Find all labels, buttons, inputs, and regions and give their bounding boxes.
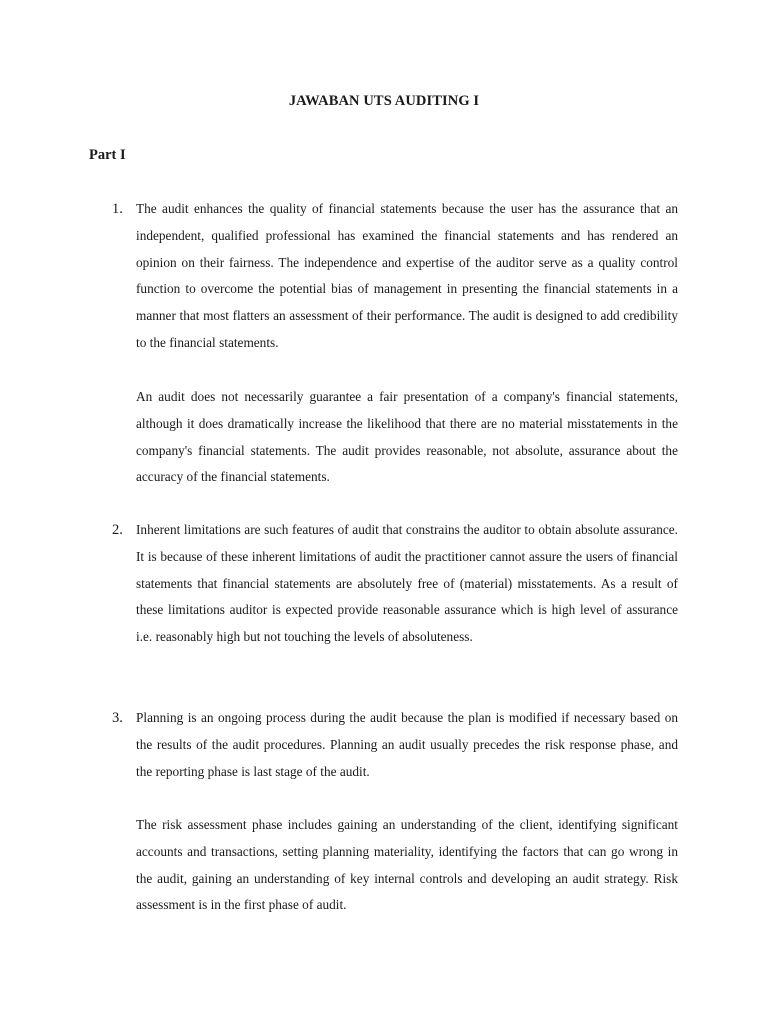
part-heading: Part I bbox=[89, 147, 126, 163]
item-1-paragraph-2: An audit does not necessarily guarantee a fair presentation of a company's financial statements, although it does dramatically increase the likelihood that there are no material misstatements in the company's financial statements. The audit provides reasonable, not absolute, assurance about the accuracy of the financial statements. bbox=[136, 389, 678, 485]
item-1-paragraph-1: The audit enhances the quality of financial statements because the user has the assurance that an independent, qualified professional has examined the financial statements and has rendered an opinion on their fairness. The independence and expertise of the auditor serve as a quality control function to overcome the potential bias of management in presenting the financial statements in a manner that most flatters an assessment of their performance. The audit is designed to add credibility to the financial statements. bbox=[136, 201, 678, 350]
list-number-3: 3. bbox=[112, 710, 123, 726]
document-title: JAWABAN UTS AUDITING I bbox=[288, 93, 480, 109]
list-number-1: 1. bbox=[112, 201, 123, 217]
item-3-paragraph-1: Planning is an ongoing process during the audit because the plan is modified if necessary based on the results of the audit procedures. Planning an audit usually precedes the risk response phase, and the reporting phase is last stage of the audit. bbox=[136, 710, 678, 779]
item-3-paragraph-2: The risk assessment phase includes gaining an understanding of the client, identifying significant accounts and transactions, setting planning materiality, identifying the factors that can go wrong in the audit, gaining an understanding of key internal controls and developing an audit strategy. Risk assessment is in the first phase of audit. bbox=[136, 817, 678, 913]
item-2-paragraph-1: Inherent limitations are such features of audit that constrains the auditor to obtain absolute assurance. It is because of these inherent limitations of audit the practitioner cannot assure the users of financial statements that financial statements are absolutely free of (material) misstatements. As a result of these limitations auditor is expected provide reasonable assurance which is high level of assurance i.e. reasonably high but not touching the levels of absoluteness. bbox=[136, 522, 678, 645]
list-number-2: 2. bbox=[112, 522, 123, 538]
